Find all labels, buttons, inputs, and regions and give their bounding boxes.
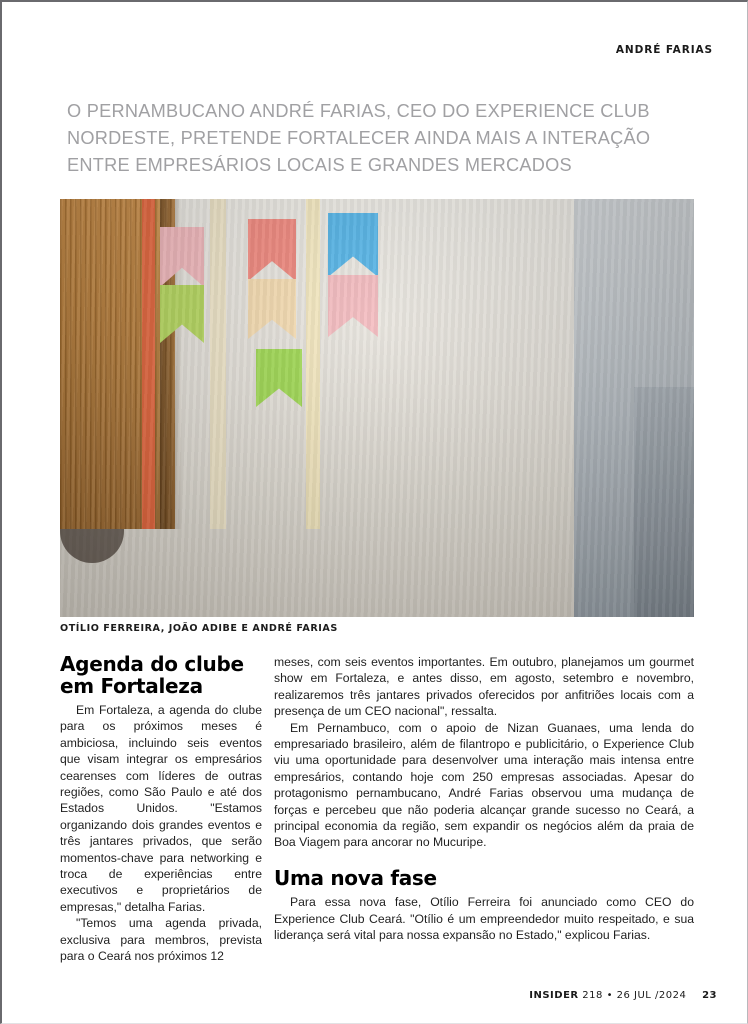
running-head: ANDRÉ FARIAS bbox=[615, 44, 713, 56]
artwork-flag-green-2 bbox=[256, 349, 302, 407]
artwork-flag-pink-1 bbox=[160, 227, 204, 287]
deck-line-3: ENTRE EMPRESÁRIOS LOCAIS E GRANDES MERCADOS bbox=[67, 155, 572, 175]
artwork-flag-blue bbox=[328, 213, 378, 277]
artwork-flag-coral bbox=[248, 219, 296, 281]
person-right-beard bbox=[60, 529, 124, 563]
article-column-right bbox=[274, 654, 694, 944]
artwork-flag-cream bbox=[248, 279, 296, 339]
photo-person-right bbox=[60, 529, 124, 563]
paragraph-left-1: Em Fortaleza, a agenda do clube para os próximos meses é ambiciosa, incluindo seis eventos que visam integrar os empresários cearenses com líderes de outras regiões, como São Paulo e até dos Estados Unidos. "Estamos organizando dois grandes eventos e três jantares privados, que serão momentos-chave para networking e troca de experiências entre executivos e proprietários de empresas," detalha Farias. bbox=[60, 703, 262, 914]
artwork-stripe-yellow bbox=[306, 199, 320, 529]
photo-green-artwork bbox=[60, 199, 490, 529]
deck-line-1: O PERNAMBUCANO ANDRÉ FARIAS, CEO DO EXPERIENCE CLUB bbox=[67, 101, 650, 121]
paragraph-left-2: "Temos uma agenda privada, exclusiva para membros, prevista para o Ceará nos próximos 12 bbox=[60, 916, 262, 964]
section-heading-agenda: Agenda do clube em Fortaleza bbox=[60, 652, 244, 698]
footer-issue: 218 • 26 JUL /2024 bbox=[582, 990, 687, 1001]
footer-page-number: 23 bbox=[702, 990, 717, 1001]
article-deck bbox=[67, 98, 667, 179]
artwork-flag-pink-2 bbox=[328, 275, 378, 337]
article-column-left bbox=[60, 654, 262, 965]
artwork-flag-green-1 bbox=[160, 285, 204, 343]
footer-brand: INSIDER bbox=[529, 990, 579, 1001]
paragraph-right-2: Em Pernambuco, com o apoio de Nizan Guanaes, uma lenda do empresariado brasileiro, além de filantropo e publicitário, o Experience Club viu uma oportunidade para desenvolver uma interação mais intensa entre empresários, contando hoje com 250 empresas associadas. Apesar do protagonismo pernambucano, André Farias observou uma mudança de forças e percebeu que não poderia alcançar grande sucesso no Ceará, a principal economia da região, sem expandir os negócios além da praia de Boa Viagem para ancorar no Mucuripe. bbox=[274, 720, 694, 850]
article-photo bbox=[60, 199, 694, 617]
paragraph-right-3: Para essa nova fase, Otílio Ferreira foi anunciado como CEO do Experience Club Ceará. "Otílio é um empreendedor muito respeitado, e sua liderança será vital para nossa expansão no Estado," explicou Farias. bbox=[274, 895, 694, 943]
artwork-stripe-orange bbox=[142, 199, 155, 529]
paragraph-right-1: meses, com seis eventos importantes. Em outubro, planejamos um gourmet show em Fortaleza, e antes disso, em agosto, setembro e novembro, realizaremos três jantares privados oferecidos por anfitriões locais com a presença de um CEO nacional", ressalta. bbox=[274, 655, 694, 719]
photo-caption: OTÍLIO FERREIRA, JOÃO ADIBE E ANDRÉ FARIAS bbox=[60, 623, 338, 634]
page-footer bbox=[529, 990, 717, 1001]
deck-line-2: NORDESTE, PRETENDE FORTALECER AINDA MAIS A INTERAÇÃO bbox=[67, 128, 651, 148]
section-heading-nova-fase: Uma nova fase bbox=[274, 865, 437, 890]
artwork-stripe-cream bbox=[210, 199, 226, 529]
